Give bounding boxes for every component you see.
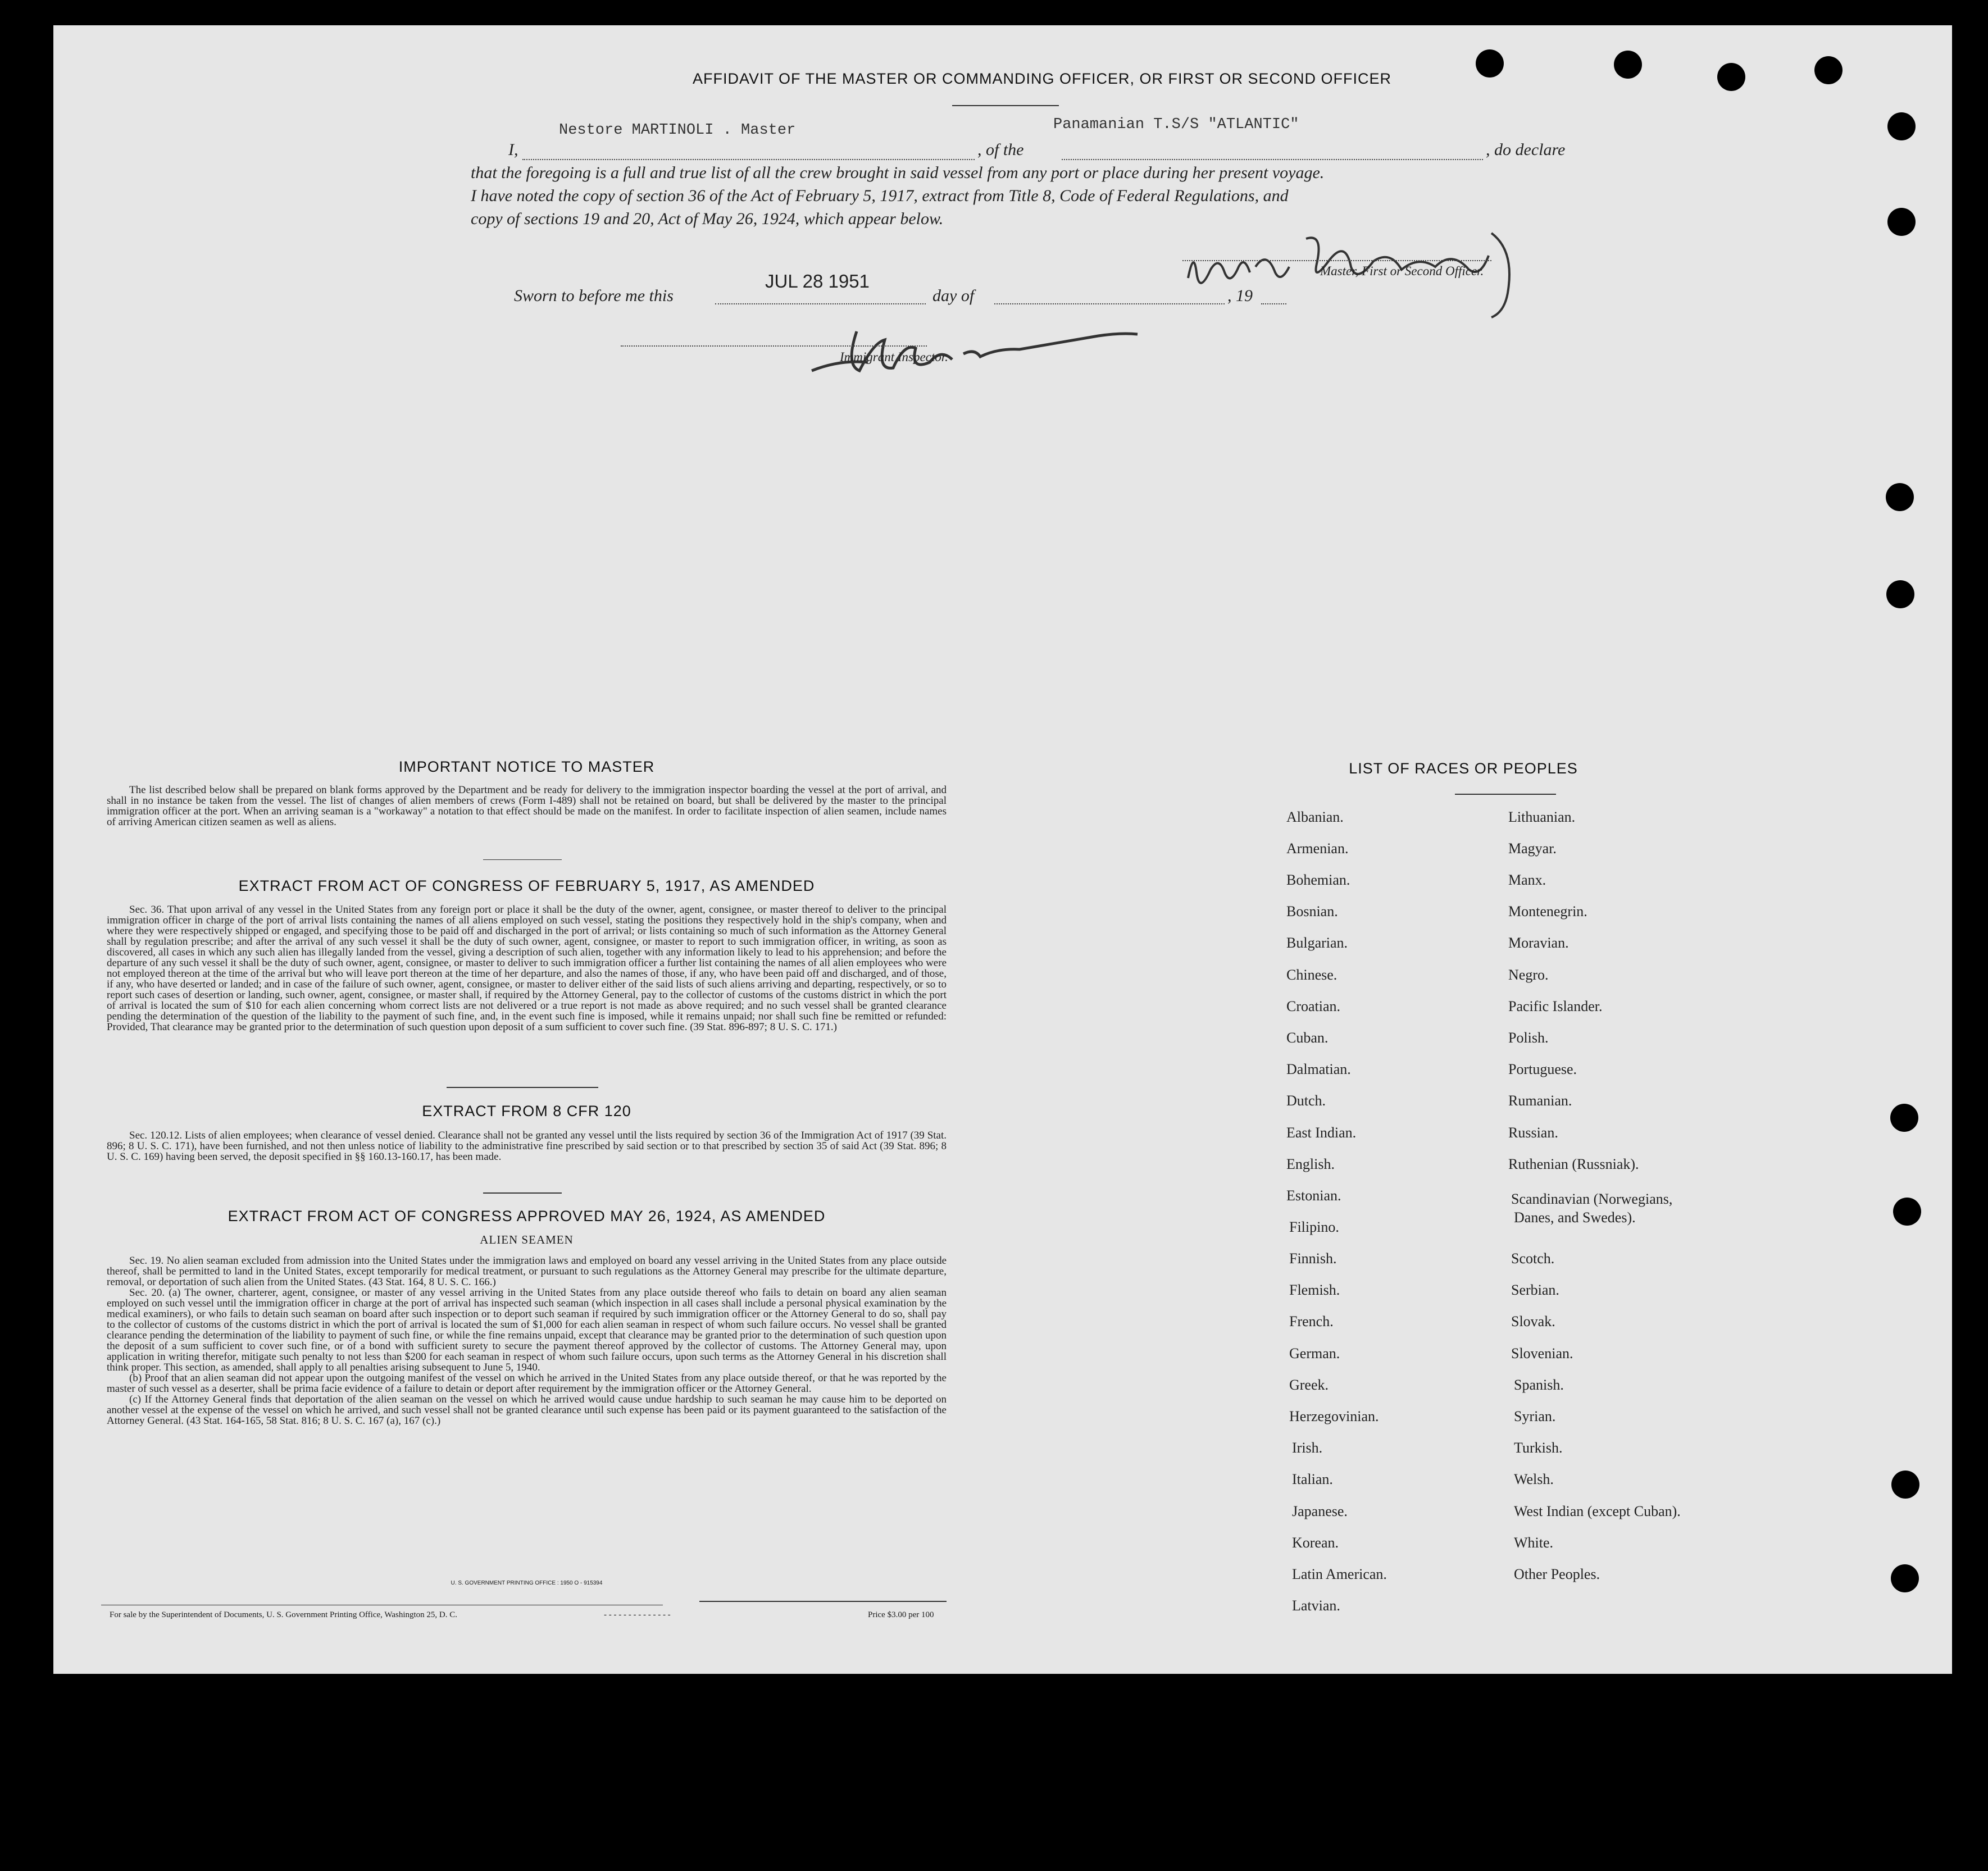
punch-hole — [1887, 112, 1916, 140]
sworn-date: JUL 28 1951 — [765, 271, 870, 292]
vessel-name: Panamanian T.S/S "ATLANTIC" — [1053, 116, 1299, 133]
race-right: Welsh. — [1514, 1471, 1554, 1487]
sec-19-text: Sec. 19. No alien seaman excluded from admission into the United States under the immigration laws and employed on board any vessel arriving in the United States from any place outside thereof, shall be permitted to land in the United States, except temporarily for medical treatment, or pursuant to such regulations as the Attorney General may prescribe for the ultimate departure, removal, or deportation of such alien from the United States. (43 Stat. 164, 8 U. S. C. 166.) — [107, 1255, 947, 1288]
extract-1924-heading: EXTRACT FROM ACT OF CONGRESS APPROVED MAY 26, 1924, AS AMENDED — [228, 1208, 826, 1224]
race-right: Polish. — [1508, 1030, 1549, 1046]
race-left: Finnish. — [1289, 1250, 1337, 1267]
punch-hole — [1814, 56, 1843, 84]
race-left: Bulgarian. — [1286, 935, 1348, 951]
punch-hole — [1891, 1471, 1919, 1499]
race-left: Japanese. — [1292, 1503, 1348, 1519]
divider — [447, 1087, 598, 1088]
punch-hole — [1886, 580, 1914, 608]
extract-cfr-heading: EXTRACT FROM 8 CFR 120 — [422, 1103, 631, 1119]
race-right: West Indian (except Cuban). — [1514, 1503, 1681, 1519]
race-right: Danes, and Swedes). — [1514, 1209, 1636, 1226]
sec-20a-text: Sec. 20. (a) The owner, charterer, agent, consignee, or master of any vessel arriving in the United States from any place outside thereof who fails to detain on board any alien seaman employed on such vessel until the immigration officer in charge at the port of arrival has inspected such seaman (which inspection in all cases shall include a personal physical examination by the medical examiners), or who fails to detain such seaman on board after such inspection or to deport such seaman if required by such immigration officer or the Attorney General to do so, shall pay to the collector of customs of the customs district in which the port of arrival is located the sum of $1,000 for each alien seaman in respect of whom such failure occurs. No vessel shall be granted clearance pending the determination of the liability to payment of such fine, or while the fine remains unpaid, except that clearance may be granted prior to the determination of such question upon the deposit of a sum sufficient to cover such fine, or of a bond with sufficient surety to secure the payment thereof approved by the collector of customs. The Attorney General may, upon application in writing therefor, mitigate such penalty to not less than $200 for each seaman in respect of whom such failure occurs, upon such terms as the Attorney General in his discretion shall think proper. This section, as amended, shall apply to all penalties arising subsequent to June 5, 1940. — [107, 1287, 947, 1373]
race-left: German. — [1289, 1345, 1340, 1362]
race-left: Bosnian. — [1286, 903, 1338, 919]
race-left: Albanian. — [1286, 809, 1344, 825]
race-left: French. — [1289, 1313, 1334, 1330]
do-declare-text: , do declare — [1486, 140, 1566, 159]
race-left: Herzegovinian. — [1289, 1408, 1379, 1424]
notice-text: The list described below shall be prepared on blank forms approved by the Department and be ready for delivery to the immigration inspector boarding the vessel at the port of arrival, and shall in no instance be taken from the vessel. The list of changes of alien members of crews (Form I-489) shall not be retained on board, but shall be delivered by the master to the principal immigration officer at the port. When an arriving seaman is a "workaway" a notation to that effect should be made on the manifest. In order to facilitate inspection of alien seamen, include names of arriving American citizen seamen as well as aliens. — [107, 784, 947, 828]
footer-rule — [699, 1601, 947, 1602]
affidavit-heading: AFFIDAVIT OF THE MASTER OR COMMANDING OFFICER, OR FIRST OR SECOND OFFICER — [692, 70, 1392, 87]
race-left: Croatian. — [1286, 998, 1341, 1014]
race-left: Irish. — [1292, 1440, 1323, 1456]
race-left: Greek. — [1289, 1377, 1329, 1393]
race-right: Scandinavian (Norwegians, — [1511, 1191, 1673, 1207]
dotted-line — [522, 159, 975, 160]
race-left: Bohemian. — [1286, 872, 1350, 888]
extract-1917-heading: EXTRACT FROM ACT OF CONGRESS OF FEBRUARY 5, 1917, AS AMENDED — [238, 877, 815, 894]
race-left: Armenian. — [1286, 840, 1349, 857]
race-right: Magyar. — [1508, 840, 1557, 857]
sworn-text: Sworn to before me this — [514, 286, 674, 305]
race-left: Latin American. — [1292, 1566, 1387, 1582]
of-the-text: , of the — [977, 140, 1024, 159]
dotted-line — [1062, 159, 1483, 160]
signature-line — [1182, 260, 1491, 261]
punch-hole — [1887, 208, 1916, 236]
race-right: Scotch. — [1511, 1250, 1555, 1267]
race-right: Spanish. — [1514, 1377, 1564, 1393]
year-text: , 19 — [1227, 286, 1253, 305]
punch-hole — [1614, 51, 1642, 79]
sec-20c-text: (c) If the Attorney General finds that deportation of the alien seaman on the vessel on which he arrived would cause undue hardship to such seaman he may cause him to be deported on another vessel at the expense of the vessel on which he arrived, and such vessel shall not be granted clearance until such expense has been paid or its payment guaranteed to the satisfaction of the Attorney General. (43 Stat. 164-165, 58 Stat. 816; 8 U. S. C. 167 (a), 167 (c).) — [107, 1394, 947, 1427]
extract-1924-text — [107, 1255, 947, 1426]
race-left: Italian. — [1292, 1471, 1333, 1487]
race-right: Pacific Islander. — [1508, 998, 1603, 1014]
race-right: Turkish. — [1514, 1440, 1563, 1456]
race-right: Moravian. — [1508, 935, 1569, 951]
divider — [952, 105, 1059, 106]
master-name: Nestore MARTINOLI . Master — [559, 122, 796, 139]
races-heading: LIST OF RACES OR PEOPLES — [1349, 760, 1578, 777]
race-left: Filipino. — [1289, 1219, 1339, 1235]
race-right: Portuguese. — [1508, 1061, 1577, 1077]
punch-hole — [1893, 1198, 1921, 1226]
race-left: Flemish. — [1289, 1282, 1340, 1298]
punch-hole — [1476, 49, 1504, 78]
document-page — [53, 25, 1952, 1674]
affidavit-line2: that the foregoing is a full and true list of all the crew brought in said vessel from any port or place during her present voyage. — [471, 163, 1325, 182]
race-right: Slovenian. — [1511, 1345, 1573, 1362]
inspector-caption: Immigrant Inspector. — [840, 350, 948, 364]
race-right: Serbian. — [1511, 1282, 1559, 1298]
dotted-line — [1261, 303, 1286, 304]
affidavit-line4: copy of sections 19 and 20, Act of May 26, 1924, which appear below. — [471, 210, 944, 228]
footer-dots: - - - - - - - - - - - - - - — [604, 1610, 671, 1619]
day-of-text: day of — [932, 286, 975, 305]
punch-hole — [1886, 483, 1914, 511]
race-left: English. — [1286, 1156, 1335, 1172]
race-left: Estonian. — [1286, 1187, 1341, 1204]
race-right: Lithuanian. — [1508, 809, 1576, 825]
race-left: Cuban. — [1286, 1030, 1329, 1046]
race-right: Montenegrin. — [1508, 903, 1587, 919]
race-right: Syrian. — [1514, 1408, 1556, 1424]
extract-cfr-text: Sec. 120.12. Lists of alien employees; when clearance of vessel denied. Clearance shall not be granted any vessel until the lists required by section 36 of the Immigration Act of 1917 (39 Stat. 896; 8 U. S. C. 171), have been furnished, and not then unless notice of liability to the administrative fine prescribed by said section or to that prescribed by section 35 of said Act (39 Stat. 896; 8 U. S. C. 169) having been served, the deposit specified in §§ 160.13-160.17, has been made. — [107, 1130, 947, 1163]
extract-1917-text: Sec. 36. That upon arrival of any vessel in the United States from any foreign port or place it shall be the duty of the owner, agent, consignee, or master thereof to deliver to the principal immigration officer in charge of the port of arrival lists containing the names of all aliens employed on such vessel, stating the positions they respectively hold in the ship's company, when and where they were respectively shipped or engaged, and specifying those to be paid off and discharged in the port of arrival; or lists containing so much of such information as the Attorney General shall by regulation prescribe; and after the arrival of any such vessel it shall be the duty of such owner, agent, consignee, or master to report to such immigration officer, in writing, as soon as discovered, all cases in which any such alien has illegally landed from the vessel, giving a description of such alien, together with any information likely to lead to his apprehension; and before the departure of any such vessel it shall be the duty of such owner, agent, consignee, or master to deliver to such immigration officer a further list containing the names of all alien employees who were not employed thereon at the time of the arrival but who will leave port thereon at the time of her departure, and also the names of those, if any, who have been paid off and discharged, and of those, if any, who have deserted or landed; and in case of the failure of such owner, agent, consignee, or master to deliver either of the said lists of such aliens arriving and departing, respectively, or so to report such cases of desertion or landing, such owner, agent, consignee, or master shall, if required by the Attorney General, pay to the collector of customs of the customs district in which the port of arrival is located the sum of $10 for each alien concerning whom correct lists are not delivered or a true report is not made as above required; and no such vessel shall be granted clearance pending the determination of the question of the liability to the payment of such fine, and, in the event such fine is imposed, while it remains unpaid; nor shall such fine be remitted or refunded: Provided, That clearance may be granted prior to the determination of such question upon deposit of a sum sufficient to cover such fine. (39 Stat. 896-897; 8 U. S. C. 171.) — [107, 904, 947, 1033]
race-right: Manx. — [1508, 872, 1546, 888]
race-left: Chinese. — [1286, 967, 1338, 983]
punch-hole — [1717, 63, 1745, 91]
race-left: Dalmatian. — [1286, 1061, 1351, 1077]
printing-office-imprint: U. S. GOVERNMENT PRINTING OFFICE : 1950 O - 915394 — [451, 1580, 603, 1586]
race-left: Latvian. — [1292, 1597, 1340, 1614]
inspector-line — [621, 345, 927, 347]
divider — [1455, 794, 1556, 795]
dotted-line — [994, 303, 1225, 304]
race-right: Russian. — [1508, 1125, 1558, 1141]
alien-seamen-subheading: ALIEN SEAMEN — [480, 1233, 574, 1246]
divider — [483, 1192, 562, 1194]
divider — [483, 859, 562, 860]
affidavit-i: I, — [508, 140, 518, 159]
sec-20b-text: (b) Proof that an alien seaman did not appear upon the outgoing manifest of the vessel on which he arrived in the United States from any place outside thereof, or that he was reported by the master of such vessel as a deserter, shall be prima facie evidence of a failure to detain or deport after requirement by the immigration officer or the Attorney General. — [107, 1372, 947, 1395]
signature-caption: Master, First or Second Officer. — [1320, 264, 1484, 278]
race-right: Negro. — [1508, 967, 1549, 983]
race-right: Slovak. — [1511, 1313, 1555, 1330]
race-left: Korean. — [1292, 1535, 1339, 1551]
affidavit-line3: I have noted the copy of section 36 of the Act of February 5, 1917, extract from Title 8, Code of Federal Regulations, and — [471, 186, 1289, 205]
footer-sale-text: For sale by the Superintendent of Documents, U. S. Government Printing Office, Washington 25, D. C. — [110, 1610, 457, 1619]
race-right: White. — [1514, 1535, 1554, 1551]
dotted-line — [715, 303, 926, 304]
race-right: Ruthenian (Russniak). — [1508, 1156, 1639, 1172]
punch-hole — [1891, 1564, 1919, 1592]
notice-heading: IMPORTANT NOTICE TO MASTER — [398, 758, 655, 775]
race-right: Rumanian. — [1508, 1092, 1572, 1109]
race-right: Other Peoples. — [1514, 1566, 1600, 1582]
punch-hole — [1890, 1104, 1918, 1132]
race-left: Dutch. — [1286, 1092, 1326, 1109]
footer-price: Price $3.00 per 100 — [868, 1610, 934, 1619]
race-left: East Indian. — [1286, 1125, 1357, 1141]
